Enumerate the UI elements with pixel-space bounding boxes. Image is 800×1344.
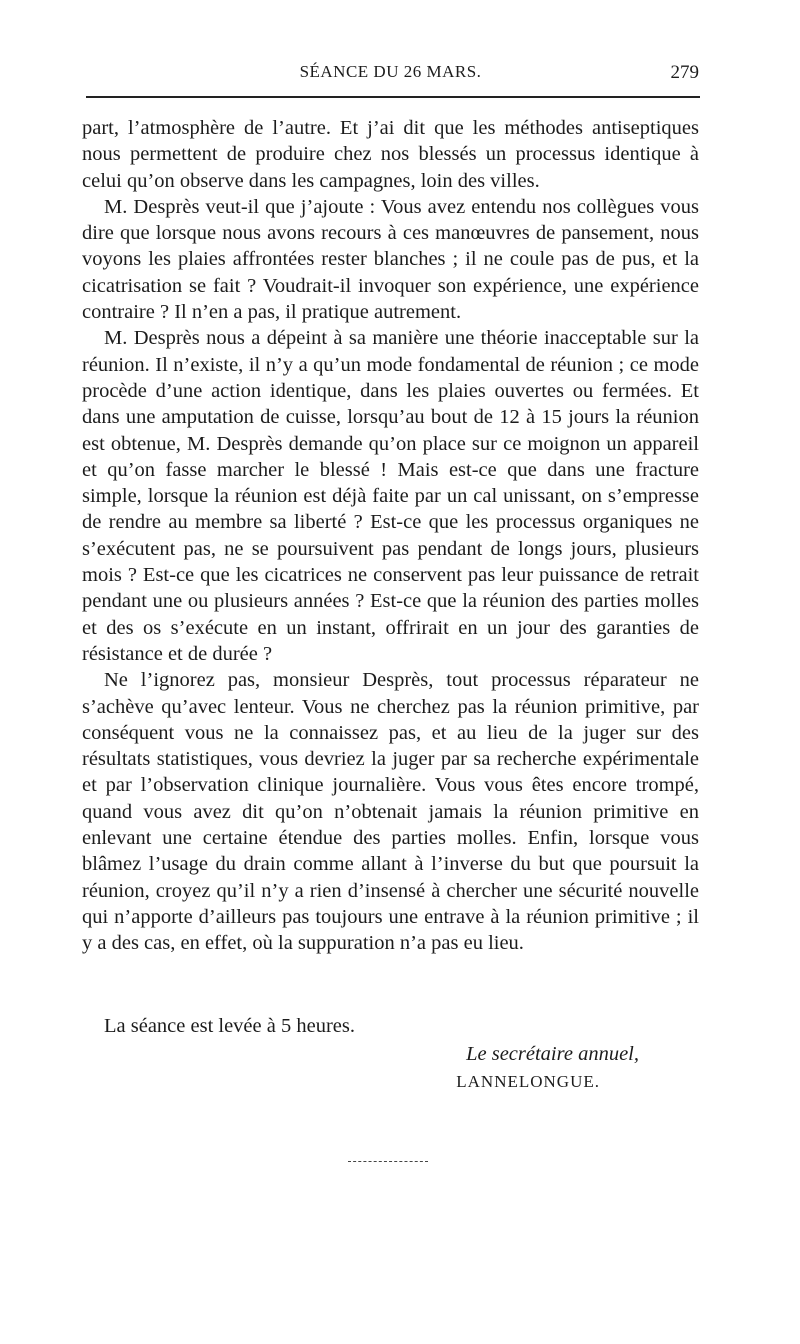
signature-name: LANNELONGUE. (456, 1072, 600, 1091)
paragraph-continued: part, l’atmosphère de l’autre. Et j’ai dit que les méthodes antiseptiques nous permettent de produire chez nos blessés un processus identique à celui qu’on observe dans les campagnes, loin des villes. (82, 117, 699, 192)
running-head (82, 62, 699, 86)
paragraph: M. Desprès nous a dépeint à sa manière une théorie inacceptable sur la réunion. Il n’existe, il n’y a qu’un mode fondamental de réunion ; ce mode procède d’une action identique, dans les plaies ouvertes ou fermées. Et dans une amputation de cuisse, lorsqu’au bout de 12 à 15 jours la réunion est obtenue, M. Desprès demande qu’on place sur ce moignon un appareil et qu’on fasse marcher le blessé ! Mais est-ce que dans une fracture simple, lorsque la réunion est déjà faite par un cal unissant, on s’empresse de rendre au membre sa liberté ? Est-ce que les processus organiques ne s’exécutent pas, ne se poursuivent pas pendant de longs jours, plusieurs mois ? Est-ce que les cicatrices ne conservent pas leur puissance de retrait pendant une ou plusieurs années ? Est-ce que la réunion des parties molles et des os s’exécute en un instant, offrirait en un jour des garanties de résistance et de durée ? (82, 327, 699, 665)
paragraph: Ne l’ignorez pas, monsieur Desprès, tout processus réparateur ne s’achève qu’avec lenteur. Vous ne cherchez pas la réunion primitive, par conséquent vous ne la connaissez pas, et au lieu de la juger sur des résultats statistiques, vous devriez la juger par sa recherche expérimentale et par l’observation clinique journalière. Vous vous êtes encore trompé, quand vous avez dit qu’on n’obtenait jamais la réunion primitive en enlevant une certaine étendue des parties molles. Enfin, lorsque vous blâmez l’usage du drain comme allant à l’inverse du but que poursuit la réunion, croyez qu’il n’y a rien d’insensé à chercher une sécurité nouvelle qui n’apporte d’ailleurs pas toujours une entrave à la réunion primitive ; il y a des cas, en effet, où la suppuration n’a pas eu lieu. (82, 669, 699, 955)
paragraph: M. Desprès veut-il que j’ajoute : Vous avez entendu nos collègues vous dire que lorsque nous avons recours à ces manœuvres de pansement, nous voyons les plaies affrontées rester blanches ; il ne coule pas de pus, et la cicatrisation se fait ? Voudrait-il invoquer son expérience, une expérience contraire ? Il n’en a pas, il pratique autrement. (82, 195, 699, 324)
adjournment-line: La séance est levée à 5 heures. (104, 1015, 355, 1037)
signature-role: Le secrétaire annuel, (466, 1043, 639, 1065)
running-title: SÉANCE DU 26 MARS. (299, 62, 482, 81)
header-rule (86, 96, 700, 98)
body-text (82, 115, 699, 957)
end-rule (348, 1161, 428, 1162)
page-number: 279 (670, 62, 699, 83)
book-page (82, 0, 699, 1344)
